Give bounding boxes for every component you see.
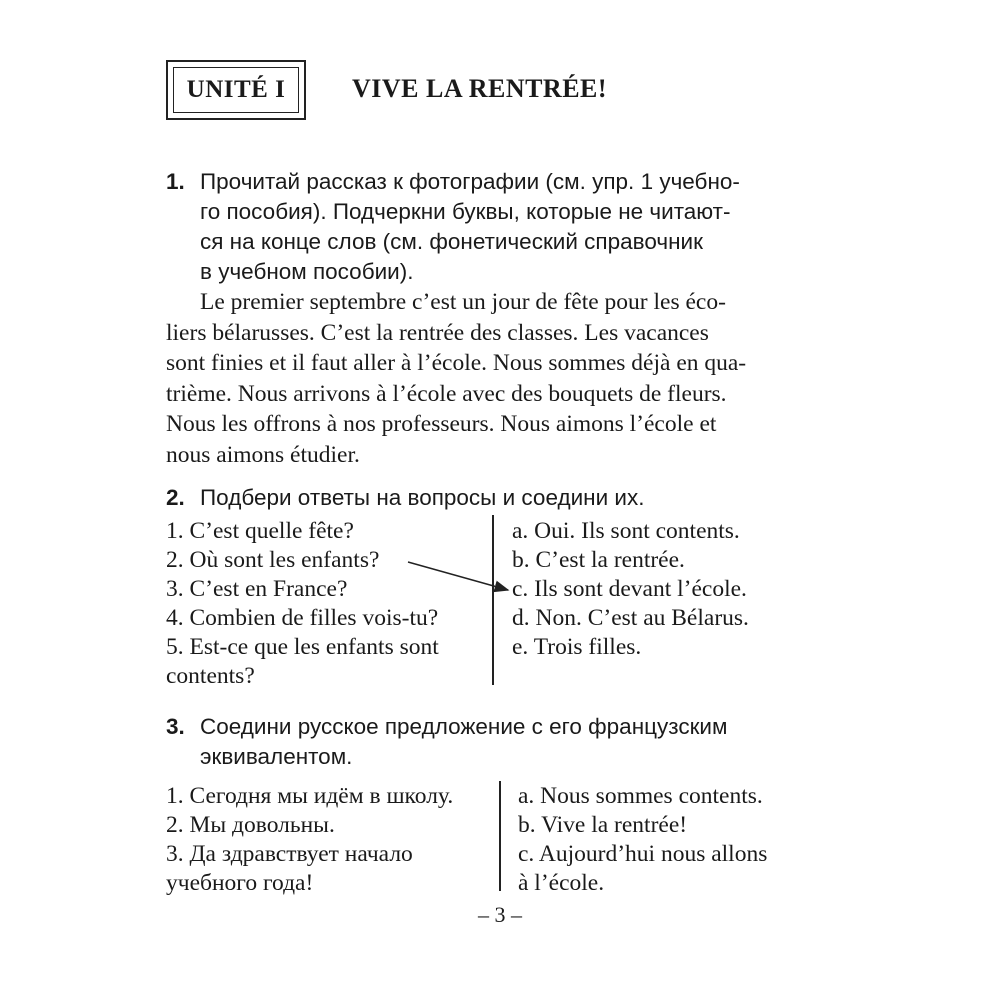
french-item: à l’école.: [518, 870, 605, 896]
exercise2-answers: [512, 517, 749, 662]
text-line: Nous les offrons à nos professeurs. Nous aimons l’école et: [166, 411, 717, 437]
exercise3-instruction-line: эквивалентом.: [200, 744, 353, 769]
question-item: contents?: [166, 663, 255, 689]
question-item: 5. Est-ce que les enfants sont: [166, 634, 439, 660]
exercise1-number: 1.: [166, 169, 185, 194]
russian-item: учебного года!: [166, 870, 314, 896]
exercise1-instruction: [166, 167, 794, 287]
exercise2-questions: [166, 517, 439, 691]
russian-item: 2. Мы довольны.: [166, 812, 335, 838]
exercise3-divider: [499, 781, 501, 891]
question-item: 4. Combien de filles vois-tu?: [166, 605, 439, 631]
answer-item: a. Oui. Ils sont contents.: [512, 518, 740, 544]
exercise2-instruction-text: Подбери ответы на вопросы и соедини их.: [200, 485, 645, 510]
exercise1-instruction-line: Прочитай рассказ к фотографии (см. упр. 1 учебно-: [200, 169, 740, 194]
page-number: – 3 –: [478, 902, 522, 927]
answer-item: e. Trois filles.: [512, 634, 642, 660]
answer-item: b. C’est la rentrée.: [512, 547, 685, 573]
text-line: sont finies et il faut aller à l’école. Nous sommes déjà en qua-: [166, 350, 747, 376]
russian-item: 3. Да здравствует начало: [166, 841, 413, 867]
text-line: liers bélarusses. C’est la rentrée des classes. Les vacances: [166, 319, 709, 346]
answer-item: d. Non. C’est au Bélarus.: [512, 605, 749, 631]
exercise2-number: 2.: [166, 485, 185, 510]
unit-label: UNITÉ I: [173, 67, 299, 113]
exercise1-instruction-line: в учебном пособии).: [200, 259, 414, 284]
unit-label-box: [166, 60, 306, 120]
french-item: b. Vive la rentrée!: [518, 812, 688, 838]
text-line: nous aimons étudier.: [166, 441, 360, 468]
french-item: c. Aujourd’hui nous allons: [518, 841, 768, 867]
exercise3-instruction-line: Соедини русское предложение с его французским: [200, 714, 728, 739]
question-item: 3. C’est en France?: [166, 576, 348, 602]
exercise3-russian: [166, 782, 453, 898]
question-item: 2. Où sont les enfants?: [166, 547, 380, 573]
exercise2-instruction: [166, 483, 794, 513]
exercise3-instruction: [166, 712, 794, 772]
exercise1-text: [166, 287, 794, 470]
unit-title: VIVE LA RENTRÉE!: [352, 74, 608, 103]
exercise3-french: [518, 782, 767, 898]
answer-item: c. Ils sont devant l’école.: [512, 576, 747, 602]
text-line-content: Le premier septembre c’est un jour de fête pour les éco-: [200, 289, 726, 315]
text-line: [166, 287, 794, 318]
exercise2-divider: [492, 515, 494, 685]
russian-item: 1. Сегодня мы идём в школу.: [166, 783, 454, 809]
exercise1-instruction-line: го пособия). Подчеркни буквы, которые не читают-: [200, 199, 731, 224]
text-line: trième. Nous arrivons à l’école avec des bouquets de fleurs.: [166, 380, 727, 407]
exercise1-instruction-line: ся на конце слов (см. фонетический справочник: [200, 229, 703, 254]
exercise3-number: 3.: [166, 714, 185, 739]
french-item: a. Nous sommes contents.: [518, 783, 763, 809]
question-item: 1. C’est quelle fête?: [166, 518, 354, 544]
